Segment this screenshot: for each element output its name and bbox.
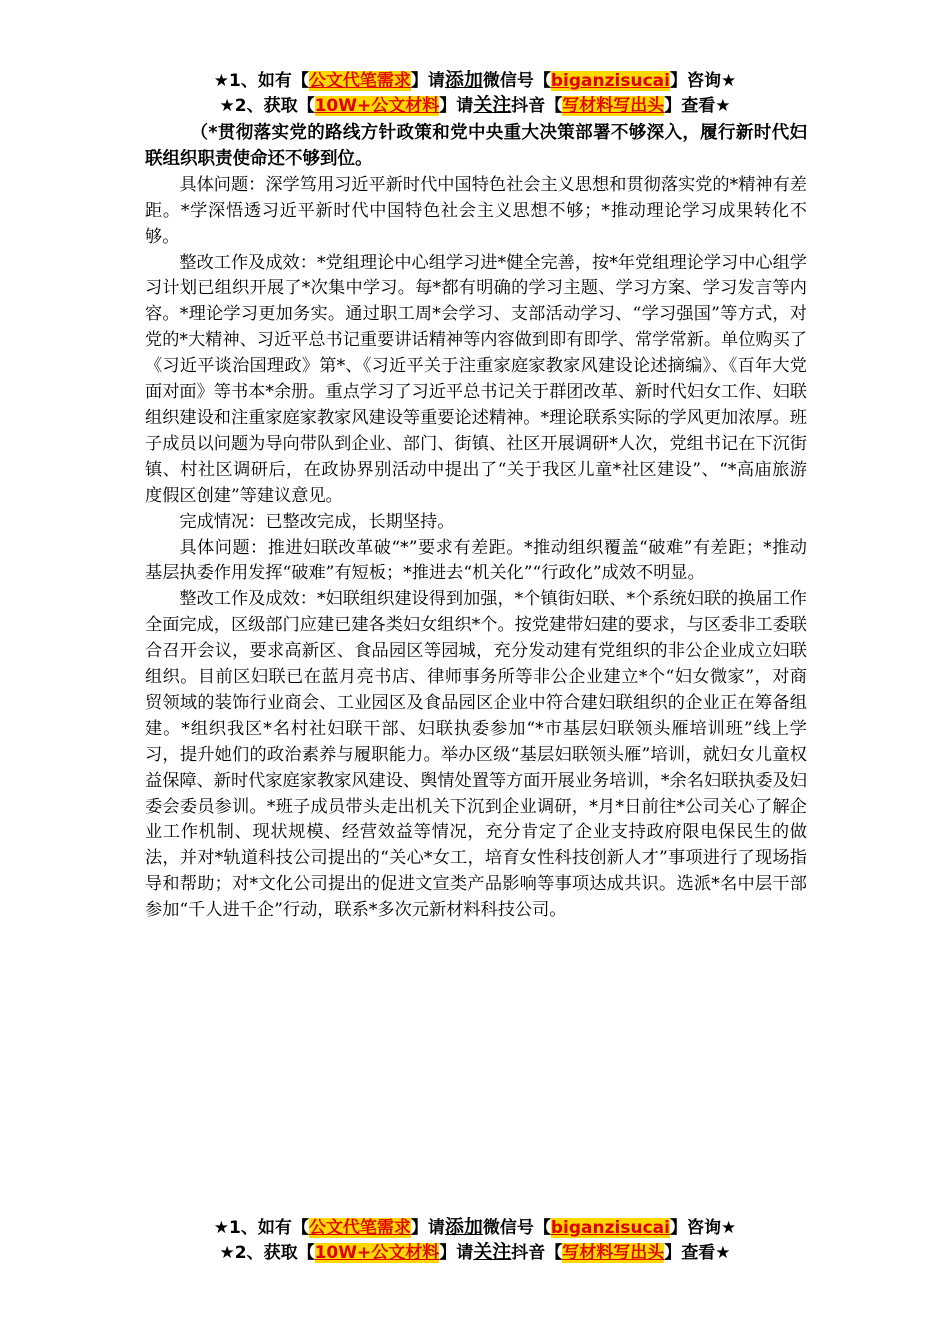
document-body <box>145 121 807 924</box>
highlight-service[interactable]: 公文代笔需求 <box>308 1218 411 1238</box>
banner-text: 】请 <box>410 1218 445 1238</box>
highlight-douyin[interactable]: 写材料写出头 <box>562 96 665 116</box>
highlight-service[interactable]: 公文代笔需求 <box>308 71 411 91</box>
banner-emphasis: 添加 <box>444 69 483 91</box>
paragraph-problem-2: 具体问题：推进妇联改革破“*”要求有差距。*推动组织覆盖“破难”有差距；*推动基层执委作用发挥“破难”有短板；*推进去“机关化”“行政化”成效不明显。 <box>145 537 807 584</box>
banner-text: 抖音【 <box>511 1243 563 1263</box>
banner-text: 微信号【 <box>482 71 551 91</box>
banner-text: 】咨询★ <box>669 71 737 91</box>
banner-line-2 <box>0 1240 950 1265</box>
highlight-materials[interactable]: 10W+公文材料 <box>314 1243 440 1263</box>
section-heading: （*贯彻落实党的路线方针政策和党中央重大决策部署不够深入，履行新时代妇联组织职责使命还不够到位。 <box>145 123 807 169</box>
banner-line-2 <box>0 93 950 118</box>
banner-text: ★1、如有【 <box>213 1218 309 1238</box>
banner-text: ★2、获取【 <box>219 1243 315 1263</box>
paragraph-rectification-1: 整改工作及成效：*党组理论中心组学习进*健全完善，按*年党组理论学习中心组学习计划已组织开展了*次集中学习。每*都有明确的学习主题、学习方案、学习发言等内容。*理论学习更加务实。通过职工周*会学习、支部活动学习、“学习强国”等方式，对党的*大精神、习近平总书记重要讲话精神等内容做到即有即学、常学常新。单位购买了《习近平谈治国理政》第*、《习近平关于注重家庭家教家风建设论述摘编》、《百年大党面对面》等书本*余册。重点学习了习近平总书记关于群团改革、新时代妇女工作、妇联组织建设和注重家庭家教家风建设等重要论述精神。*理论联系实际的学风更加浓厚。班子成员以问题为导向带队到企业、部门、街镇、社区开展调研*人次，党组书记在下沉街镇、村社区调研后，在政协界别活动中提出了“关于我区儿童*社区建设”、“*高庙旅游度假区创建”等建议意见。 <box>145 252 807 506</box>
banner-emphasis: 添加 <box>444 1216 483 1238</box>
banner-emphasis: 关注 <box>473 94 512 116</box>
banner-text: 微信号【 <box>482 1218 551 1238</box>
banner-line-1 <box>0 68 950 93</box>
header-banner <box>0 68 950 118</box>
paragraph-rectification-2: 整改工作及成效：*妇联组织建设得到加强，*个镇街妇联、*个系统妇联的换届工作全面完成，区级部门应建已建各类妇女组织*个。按党建带妇建的要求，与区委非工委联合召开会议，要求高新区、食品园区等园城，充分发动建有党组织的非公企业成立妇联组织。目前区妇联已在蓝月亮书店、律师事务所等非公企业建立*个“妇女微家”，对商贸领域的装饰行业商会、工业园区及食品园区企业中符合建妇联组织的企业正在筹备组建。*组织我区*名村社妇联干部、妇联执委参加“*市基层妇联领头雁培训班”线上学习，提升她们的政治素养与履职能力。举办区级“基层妇联领头雁”培训，就妇女儿童权益保障、新时代家庭家教家风建设、舆情处置等方面开展业务培训，*余名妇联执委及妇委会委员参训。*班子成员带头走出机关下沉到企业调研，*月*日前往*公司关心了解企业工作机制、现状规模、经营效益等情况，充分肯定了企业支持政府限电保民生的做法，并对*轨道科技公司提出的“关心*女工，培育女性科技创新人才”事项进行了现场指导和帮助；对*文化公司提出的促进文宣类产品影响等事项达成共识。选派*名中层干部参加“千人进千企”行动，联系*多次元新材料科技公司。 <box>145 589 807 921</box>
highlight-douyin[interactable]: 写材料写出头 <box>562 1243 665 1263</box>
banner-emphasis: 关注 <box>473 1241 512 1263</box>
banner-text: ★2、获取【 <box>219 96 315 116</box>
banner-text: 】请 <box>410 71 445 91</box>
paragraph-status-1: 完成情况：已整改完成，长期坚持。 <box>179 511 455 532</box>
banner-line-1 <box>0 1215 950 1240</box>
banner-text: ★1、如有【 <box>213 71 309 91</box>
banner-text: 】咨询★ <box>669 1218 737 1238</box>
banner-text: 】请 <box>439 96 474 116</box>
highlight-wechat-id[interactable]: biganzisucai <box>550 71 670 91</box>
banner-text: 抖音【 <box>511 96 563 116</box>
highlight-materials[interactable]: 10W+公文材料 <box>314 96 440 116</box>
banner-text: 】请 <box>439 1243 474 1263</box>
banner-text: 】查看★ <box>664 96 731 116</box>
highlight-wechat-id[interactable]: biganzisucai <box>550 1218 670 1238</box>
footer-banner <box>0 1215 950 1265</box>
banner-text: 】查看★ <box>664 1243 731 1263</box>
paragraph-problem-1: 具体问题：深学笃用习近平新时代中国特色社会主义思想和贯彻落实党的*精神有差距。*学深悟透习近平新时代中国特色社会主义思想不够；*推动理论学习成果转化不够。 <box>145 174 807 247</box>
